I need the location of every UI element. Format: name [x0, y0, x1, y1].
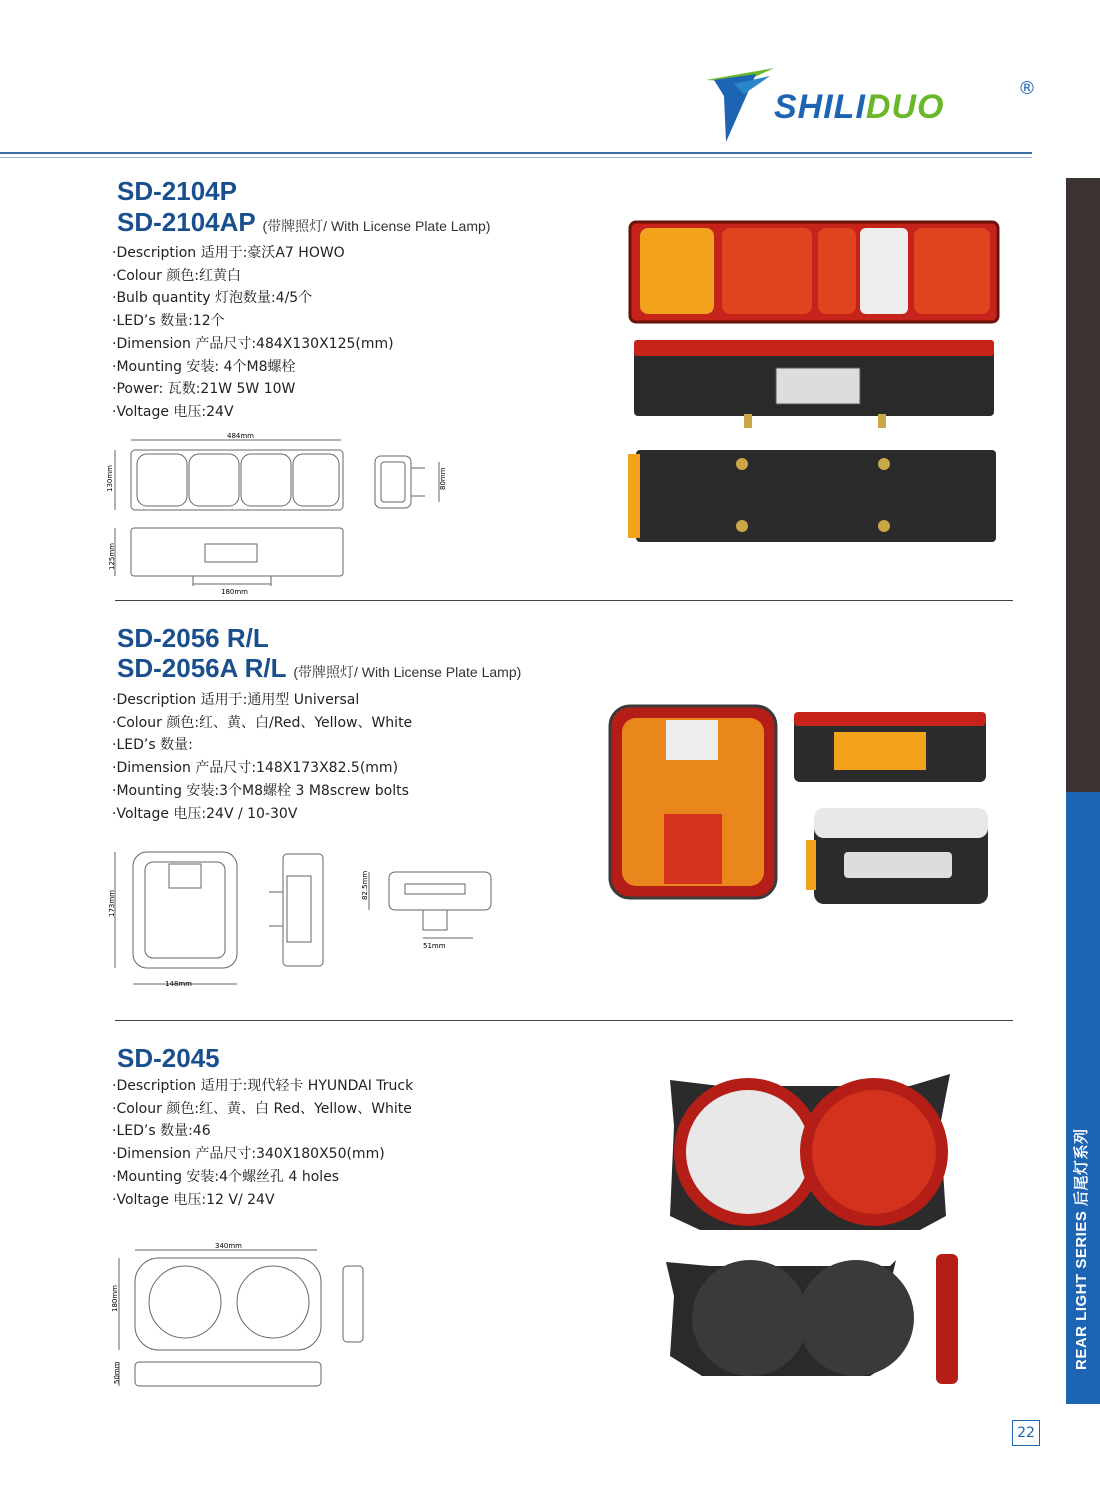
dim-label: 125mm: [108, 543, 116, 570]
dim-label: 148mm: [165, 980, 192, 988]
dim-label: 82.5mm: [361, 870, 369, 900]
spec-line: ·LED’s 数量:: [112, 737, 193, 754]
product1-model2: SD-2104AP: [117, 207, 256, 237]
logo-mark-icon: [704, 60, 784, 145]
series-label: REAR LIGHT SERIES 后尾灯系列: [1073, 1128, 1090, 1370]
product2-model-variant: [117, 653, 521, 687]
product1-specs: [112, 242, 394, 424]
registered-mark: ®: [1018, 78, 1036, 99]
product1-model-variant: [117, 207, 490, 241]
spec-line: ·Bulb quantity 灯泡数量:4/5个: [112, 290, 313, 307]
page-number: 22: [1012, 1420, 1040, 1446]
product1-drawing: [105, 428, 455, 598]
product2-model2: SD-2056A R/L: [117, 653, 287, 683]
product1-model: SD-2104P: [117, 176, 237, 206]
spec-line: ·Voltage 电压:24V: [112, 403, 234, 420]
header-divider-thin: [0, 157, 1032, 158]
spec-line: ·Description 适用于:现代轻卡 HYUNDAI Truck: [112, 1078, 414, 1094]
product3-photo: [660, 1066, 980, 1396]
dim-label: 130mm: [106, 465, 114, 492]
spec-line: ·Description 适用于:豪沃A7 HOWO: [112, 245, 345, 261]
product2-model: SD-2056 R/L: [117, 623, 269, 653]
side-band-top: [1066, 178, 1100, 792]
spec-line: ·Mounting 安装: 4个M8螺栓: [112, 358, 296, 375]
product1-subtitle: (带牌照灯/ With License Plate Lamp): [262, 218, 491, 234]
dim-label: 340mm: [215, 1242, 242, 1250]
spec-line: ·Voltage 电压:12 V/ 24V: [112, 1191, 275, 1208]
dim-label: 80mm: [439, 467, 447, 490]
product1-photo: [626, 218, 1006, 548]
dim-label: 51mm: [423, 942, 446, 950]
spec-line: ·Colour 颜色:红、黄、白 Red、Yellow、White: [112, 1100, 412, 1117]
spec-line: ·Mounting 安装:3个M8螺栓 3 M8screw bolts: [112, 782, 409, 799]
spec-line: ·Colour 颜色:红、黄、白/Red、Yellow、White: [112, 714, 413, 731]
product3-drawing: [105, 1238, 385, 1398]
spec-line: ·Dimension 产品尺寸:340X180X50(mm): [112, 1146, 385, 1163]
product2-subtitle: (带牌照灯/ With License Plate Lamp): [293, 664, 522, 680]
dim-label: 173mm: [108, 890, 116, 917]
logo-wordmark: SHILIDUO: [774, 88, 945, 126]
dim-label: 50mm: [113, 1361, 121, 1384]
product3-specs: [112, 1075, 413, 1211]
spec-line: ·Voltage 电压:24V / 10-30V: [112, 805, 298, 822]
spec-line: ·LED’s 数量:46: [112, 1123, 211, 1140]
section-divider: [115, 600, 1013, 601]
dim-label: 180mm: [221, 588, 248, 596]
product3-model: SD-2045: [117, 1043, 220, 1073]
dim-label: 484mm: [227, 432, 254, 440]
product2-specs: [112, 689, 412, 825]
spec-line: ·LED’s 数量:12个: [112, 313, 225, 330]
spec-line: ·Colour 颜色:红黄白: [112, 267, 242, 284]
brand-logo: [704, 60, 1044, 145]
spec-line: ·Mounting 安装:4个螺丝孔 4 holes: [112, 1168, 340, 1185]
spec-line: ·Dimension 产品尺寸:484X130X125(mm): [112, 335, 394, 352]
spec-line: ·Dimension 产品尺寸:148X173X82.5(mm): [112, 760, 399, 777]
header-divider: [0, 152, 1032, 154]
spec-line: ·Power: 瓦数:21W 5W 10W: [112, 381, 296, 398]
product2-drawing: [105, 844, 505, 994]
product2-photo: [608, 704, 998, 916]
section-divider: [115, 1020, 1013, 1021]
spec-line: ·Description 适用于:通用型 Universal: [112, 692, 360, 708]
dim-label: 180mm: [111, 1285, 119, 1312]
